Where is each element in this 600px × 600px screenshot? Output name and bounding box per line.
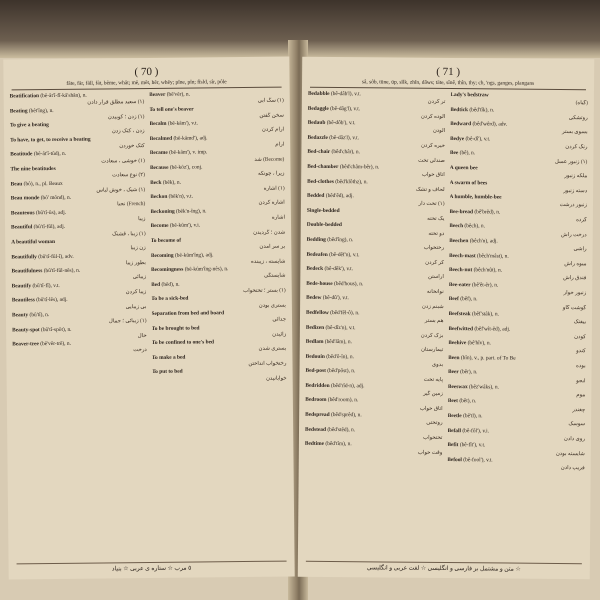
pronunciation: (bê-dôb'), v.t. — [326, 120, 356, 127]
translation: بزک کردن — [420, 332, 444, 339]
headword: Becoming — [150, 252, 174, 259]
translation: (١) شیک ، خوش لباس — [96, 186, 146, 194]
translation: شایستگی — [263, 272, 286, 280]
pronunciation: (bê-dîz'n), v.t. — [325, 324, 356, 331]
pronunciation: (bê-kûm'îng-nês), n. — [184, 266, 229, 273]
headword: Befall — [447, 427, 462, 434]
translation: شایسته بودن — [555, 450, 585, 457]
headword: To be a sick-bed — [151, 295, 189, 303]
translation: زیبائی — [132, 274, 147, 281]
translation: (١) اشاره — [263, 185, 285, 192]
translation: سوسک — [568, 421, 586, 428]
pronunciation: (bû'tî-fî), v.t. — [32, 282, 60, 289]
pronunciation: (bû'tî-fûl-î), adv. — [38, 253, 74, 260]
pronunciation: (bê-dî'), v.t. — [465, 135, 491, 143]
headword: Separation from bed and board — [151, 310, 225, 317]
headword: Bed — [151, 281, 161, 288]
headword: Beauty — [11, 312, 29, 319]
pronunciation: (bêr), n. — [460, 369, 478, 376]
translation: (١) زیبائی ؛ جمال — [108, 318, 147, 325]
column — [149, 91, 288, 554]
translation: اشاره کردن — [258, 200, 285, 207]
pronunciation: (bêch), n. — [464, 223, 485, 230]
headword: Beech-nut — [448, 267, 473, 274]
headword: Bedizen — [305, 324, 325, 331]
pronunciation: (bê-kâm'), v. imp. — [169, 149, 208, 157]
translation: روتختی — [426, 420, 443, 427]
pronunciation: (bô), n., pl. Beaux — [23, 180, 63, 187]
headword: Beau monde — [10, 195, 40, 202]
translation: کودن — [574, 333, 586, 341]
pronunciation: (bîn), v., p. part. of To Be — [460, 354, 516, 362]
pronunciation: (bêd'îng), n. — [327, 236, 354, 244]
headword: A beautiful woman — [11, 238, 55, 246]
translation: پایه تخت — [423, 376, 443, 383]
headword: Bedabble — [307, 90, 330, 97]
pronunciation: (bê'vêr), n. — [166, 91, 191, 98]
headword: To be confined to one's bed — [151, 339, 215, 347]
translation: زدن ، کتک زدن — [111, 128, 145, 135]
pronunciation: (bê-dâg'l), v.t. — [330, 105, 361, 112]
pronunciation: (bô' mônd), n. — [40, 194, 72, 202]
pronunciation: (bêt), n. — [459, 398, 477, 405]
pronunciation: (bû'tî), n. — [29, 311, 50, 319]
headword: The nine beatitudes — [10, 165, 56, 173]
translation: سخن گفتن — [259, 112, 284, 119]
headword: Beefsteak — [448, 310, 471, 318]
headword: Bed-clothes — [307, 178, 334, 185]
translation: آراستن — [427, 274, 444, 281]
headword: A swarm of bees — [449, 179, 488, 186]
translation: تیمارستان — [420, 347, 444, 354]
pronunciation: (bêd'fêl-ô), n. — [330, 309, 360, 317]
headword: Beautifulness — [11, 268, 43, 275]
headword: Bedtime — [304, 441, 325, 448]
pronunciation: (bêd'sprêd), n. — [330, 412, 362, 419]
translation: زیبا کردن — [125, 289, 147, 296]
translation: گوشت گاو — [562, 304, 587, 311]
pronunciation: (bêch'n), adj. — [469, 238, 498, 245]
headword: Bedridden — [305, 382, 330, 389]
translation: خال — [137, 332, 147, 339]
translation: فریب دادن — [560, 465, 585, 472]
headword: Bedlam — [305, 338, 324, 346]
headword: Single-bedded — [306, 207, 340, 214]
headword: Bee-eater — [448, 281, 471, 288]
pronunciation: (bê-fît'), v.t. — [459, 442, 486, 449]
headword: Bedaub — [307, 119, 326, 127]
headword: Beautifully — [11, 253, 37, 260]
pronunciation: (bêd), n. — [161, 281, 180, 288]
pronunciation: (bê-kâmd'), adj. — [173, 135, 208, 142]
translation: گرده — [576, 217, 587, 224]
headword: Been — [448, 354, 460, 361]
headword: Bede-house — [306, 280, 333, 287]
headword: Beefwitted — [448, 325, 473, 332]
pronunciation: (bê-dû'), v.t. — [322, 295, 349, 302]
pronunciation: (bêz'wâks), n. — [468, 384, 499, 391]
headword: Beer — [448, 369, 459, 376]
pronunciation: (bêk), n. — [162, 179, 181, 186]
headword: Beating — [9, 107, 28, 115]
headword: Beech — [449, 223, 464, 230]
translation: (١) سگ آبی — [257, 97, 284, 105]
translation: اتاق خواب — [419, 405, 443, 412]
translation: خوابانیدن — [265, 375, 287, 382]
translation: موم — [576, 392, 586, 399]
translation: بسوی بستر — [562, 129, 588, 136]
pronunciation: (bû'tî-spôt), n. — [41, 326, 72, 333]
headword: Beauty-spot — [12, 326, 40, 333]
pronunciation: (bêch'mâst), n. — [477, 252, 509, 260]
translation: زنبور درشت — [559, 202, 588, 209]
pronunciation: (bêd'pôst), n. — [327, 368, 356, 375]
headword: Beeswax — [447, 383, 468, 391]
headword: Bedtick — [450, 106, 469, 113]
pronunciation: (bêd'châr), n. — [331, 149, 360, 156]
translation: اشاره — [271, 214, 285, 221]
pronunciation: (bê-dêf'n), v.t. — [329, 251, 360, 258]
dictionary-entry — [307, 164, 445, 172]
headword: Lady's bedstraw — [450, 92, 489, 99]
translation: بدوی — [431, 361, 444, 368]
headword: Bee-bread — [449, 208, 474, 215]
translation: کر کردن — [425, 259, 445, 266]
translation: زن زیبا — [130, 245, 146, 252]
headword: Beechen — [449, 237, 469, 245]
translation: رنگ کردن — [565, 144, 588, 151]
page-footer: ٥ مرب ☆ ستاره ی عربی ☆ بنیاد — [17, 561, 287, 574]
headword: Beck — [150, 179, 162, 186]
right-page — [298, 57, 595, 580]
translation: روی دادن — [563, 435, 585, 443]
headword: Becomingness — [150, 266, 184, 274]
translation: بطور زیبا — [125, 259, 146, 267]
pronunciation: (bêch'nût), n. — [473, 267, 503, 274]
pronunciation: (bêd'hous), n. — [333, 280, 364, 287]
headword: Beauteous — [10, 209, 35, 217]
translation: وقت خواب — [417, 449, 443, 456]
translation: یک تخته — [427, 215, 445, 223]
pronunciation: (bê'hîv), n. — [467, 340, 491, 347]
headword: Bed-chair — [307, 149, 331, 156]
entry-columns — [304, 91, 588, 555]
pronunciation: (bêd'rîd-n), adj. — [331, 382, 365, 390]
headword: Beatitude — [10, 151, 33, 158]
headword: Beetle — [447, 413, 462, 420]
pronunciation: (bêf'stâk), n. — [472, 311, 499, 318]
pronunciation: (bê-kâm'), v.t. — [167, 120, 198, 127]
column — [304, 91, 446, 554]
headword: Bedfellow — [306, 309, 329, 316]
translation: کتک خوردن — [119, 143, 145, 150]
headword: A queen bee — [449, 164, 478, 172]
headword: Beech-mast — [449, 252, 476, 259]
translation: میوه راش — [564, 260, 587, 268]
column — [446, 92, 588, 555]
translation: دو تخته — [428, 230, 445, 237]
translation: (٢) نوع سعادت — [112, 172, 146, 179]
headword: Befit — [447, 442, 459, 449]
translation: زیرا ، چونکه — [257, 170, 285, 178]
headword: Becalmed — [149, 135, 173, 142]
headword: To have, to get, to receive a beating — [10, 136, 91, 144]
headword: To give a beating — [9, 122, 49, 129]
translation: زیبا — [138, 216, 146, 223]
translation: (١) سعيد مطلق قرار دادن — [87, 99, 145, 106]
headword: Became — [149, 150, 168, 157]
translation: بر سر آمدن — [259, 243, 286, 251]
headword: Bedding — [306, 236, 326, 243]
pronunciation: (bê-dâz'l), v.t. — [329, 134, 359, 142]
translation: زنبور خوار — [563, 290, 587, 297]
translation: دسته زنبور — [563, 187, 588, 195]
translation: لحاف و تشک — [415, 186, 445, 193]
pronunciation: (bê-fool'), v.t. — [463, 457, 493, 464]
headword: Bedew — [306, 295, 322, 302]
pronunciation: (bêd'êd), adj. — [325, 193, 354, 200]
translation: (١) بستر ؛ تختخواب — [243, 287, 286, 295]
translation: درخت راش — [561, 231, 587, 238]
translation: آلودن — [432, 128, 446, 135]
translation: خیره کردن — [420, 142, 446, 150]
translation: شبنم زدن — [421, 303, 444, 310]
translation: چغندر — [572, 406, 586, 413]
pronunciation: (bû'tî-ûs), adj. — [35, 209, 67, 216]
translation: تختخواب — [422, 434, 443, 441]
headword: Befool — [447, 456, 462, 463]
headword: Beckon — [150, 193, 168, 201]
translation: شایسته ، زیبنده — [250, 258, 286, 265]
headword: To be brought to bed — [151, 324, 200, 332]
translation: زمین گیر — [423, 390, 443, 398]
headword: Bed-post — [305, 368, 326, 375]
translation: (گیاه) — [575, 100, 588, 107]
pronunciation: (bêd'room), n. — [327, 397, 359, 404]
pronunciation: (bê-dâb'l), v.t. — [330, 90, 361, 98]
pronunciation: (bê-kûm'), v.i. — [169, 222, 201, 230]
headword: To make a bed — [151, 354, 186, 361]
translation: فندق راش — [563, 275, 587, 282]
headword: Becalm — [149, 120, 167, 128]
headword: Bedeafen — [306, 251, 328, 258]
pronunciation: (bê'vêr-trê), n. — [40, 340, 71, 348]
translation: آلوده کردن — [420, 113, 446, 120]
translation: نوانخانه — [426, 288, 444, 295]
entry-columns — [10, 91, 289, 556]
translation: بیفتک — [573, 319, 586, 326]
translation: ملکه زنبور — [564, 173, 588, 180]
translation: رختخواب انداختن — [248, 360, 287, 367]
pronunciation: (bêf), n. — [460, 296, 478, 303]
headword: Bedward — [450, 121, 472, 128]
pronunciation: (bêd'lâm), n. — [324, 339, 353, 346]
headword: Beautify — [11, 282, 32, 290]
headword: Bed-chamber — [307, 163, 339, 171]
pronunciation-key: sâ, sôb, tüne, üp, sîlk, zhîn, dâws; täte, sînê, thîn, thy; ch, 'ngs, ganges, plangans — [310, 79, 586, 90]
pronunciation: (bê'tl), n. — [463, 413, 483, 420]
translation: بستری شدن — [258, 345, 287, 353]
pronunciation: (bû'tî-fûl), adj. — [33, 224, 66, 231]
headword: Bee — [449, 150, 459, 157]
headword: Beehive — [448, 340, 467, 347]
translation: جدائی — [272, 316, 287, 323]
pronunciation: (bê-ât'î-fî-kâ'shân), n. — [40, 92, 87, 100]
headword: Beautiful — [11, 224, 33, 231]
pronunciation: (bêd'tîk), n. — [469, 106, 495, 114]
headword: Beef — [448, 296, 459, 303]
translation: (١) خوشی ، سعادت — [101, 157, 145, 165]
headword: Beau — [10, 180, 23, 188]
pronunciation: (bû'tî-lês), adj. — [36, 297, 68, 304]
pronunciation: (bêd'tîm), n. — [325, 441, 352, 448]
pronunciation: (bê-fôl'), v.i. — [462, 427, 490, 435]
translation: رختخواب — [423, 245, 445, 252]
pronunciation: (bêt'îng), n. — [28, 107, 54, 114]
headword: To put to bed — [152, 368, 183, 376]
headword: Bedazzle — [307, 134, 328, 141]
pronunciation: (bê-kûm'îng), adj. — [174, 251, 214, 259]
headword: Bedouin — [305, 353, 325, 360]
headword: Bedded — [307, 192, 325, 200]
page-number: ( 70 ) — [134, 65, 159, 79]
pronunciation: (bê'brêd), n. — [474, 208, 501, 216]
pronunciation: (bêd'wêrd), adv. — [472, 121, 508, 128]
translation: هم بستر — [424, 318, 444, 325]
translation: (١) تخت دار — [418, 201, 445, 208]
headword: Beaver — [149, 91, 166, 98]
translation: آرام کردن — [261, 127, 285, 134]
headword: Bedspread — [305, 411, 330, 419]
translation: (Become) شد — [254, 156, 285, 163]
pronunciation: (bû'tî-fûl-nês), n. — [43, 267, 81, 275]
headword: To tell one's beaver — [149, 106, 194, 113]
headword: Double-bedded — [306, 222, 342, 229]
pronunciation: (bê'êt-êr), n. — [471, 281, 499, 289]
pronunciation-key: fâte, fâr, fâll, fât, bême, whât; mê, mêt, hêr, whêy; pîne, pîn; fîsld, sîr, pôle — [12, 79, 282, 91]
pronunciation: (bêd'stêd), n. — [327, 426, 356, 433]
headword: Bedroom — [305, 397, 327, 404]
headword: Beatification — [9, 93, 40, 100]
translation: تر کردن — [427, 99, 446, 106]
headword: Beet — [447, 398, 458, 405]
translation: (French) نجبا — [117, 201, 146, 208]
headword: Bedaggle — [307, 105, 329, 112]
translation: راشی — [573, 246, 587, 253]
translation: بستری بودن — [258, 302, 286, 309]
headword: Bedye — [450, 135, 465, 142]
headword: Become — [150, 223, 169, 230]
pronunciation: (bêf'wît-êd), adj. — [474, 325, 511, 333]
pronunciation: (bê-dêk'), v.t. — [324, 266, 354, 273]
pronunciation: (bêk'n), v.t. — [168, 193, 193, 200]
translation: کندو — [576, 348, 586, 355]
headword: Beaver-tree — [12, 341, 39, 348]
pronunciation: (bê-kôz'), conj. — [169, 164, 203, 171]
translation: بی زیبایی — [125, 303, 147, 310]
pronunciation: (bêd'ô-în), n. — [326, 353, 355, 360]
headword: Because — [149, 164, 169, 171]
left-page — [3, 57, 294, 580]
translation: آبجو — [576, 377, 586, 384]
translation: اتاق خواب — [421, 172, 445, 179]
translation: صندلی تخت — [418, 157, 445, 164]
pronunciation: (bêk'n-îng), n. — [175, 208, 207, 215]
translation: (١) زنبور عسل — [554, 158, 588, 165]
translation: (١) زیبا ، قشنگ — [112, 230, 146, 238]
headword: Beautiless — [11, 297, 35, 304]
headword: Beckoning — [150, 208, 175, 215]
headword: Bedstead — [304, 426, 327, 433]
pronunciation: (bê), n. — [459, 150, 476, 157]
translation: آرام — [275, 141, 285, 148]
translation: بوده — [576, 363, 586, 370]
page-number: ( 71 ) — [436, 65, 461, 79]
translation: روتشکی — [568, 114, 588, 122]
pronunciation: (bêd'châm-bêr), n. — [339, 164, 380, 171]
pronunciation: (bêd'klôthz), n. — [335, 178, 368, 185]
headword: To become of — [150, 237, 182, 244]
translation: درخت — [133, 347, 147, 354]
translation: شدن ؛ گردیدن — [253, 229, 286, 236]
headword: Bedeck — [306, 265, 324, 273]
page-footer: ☆ متن و مشتمل بر فارسی و انگلیسی ☆ لغت عربی و انگلیسی — [306, 561, 582, 573]
translation: (١) زدن ؛ کوبیدن — [107, 113, 145, 121]
pronunciation: (bê-ât'î-tûd), n. — [33, 151, 67, 158]
column — [10, 92, 149, 555]
translation: زائیدن — [272, 331, 287, 338]
headword: A humble, humble-bee — [449, 194, 502, 201]
